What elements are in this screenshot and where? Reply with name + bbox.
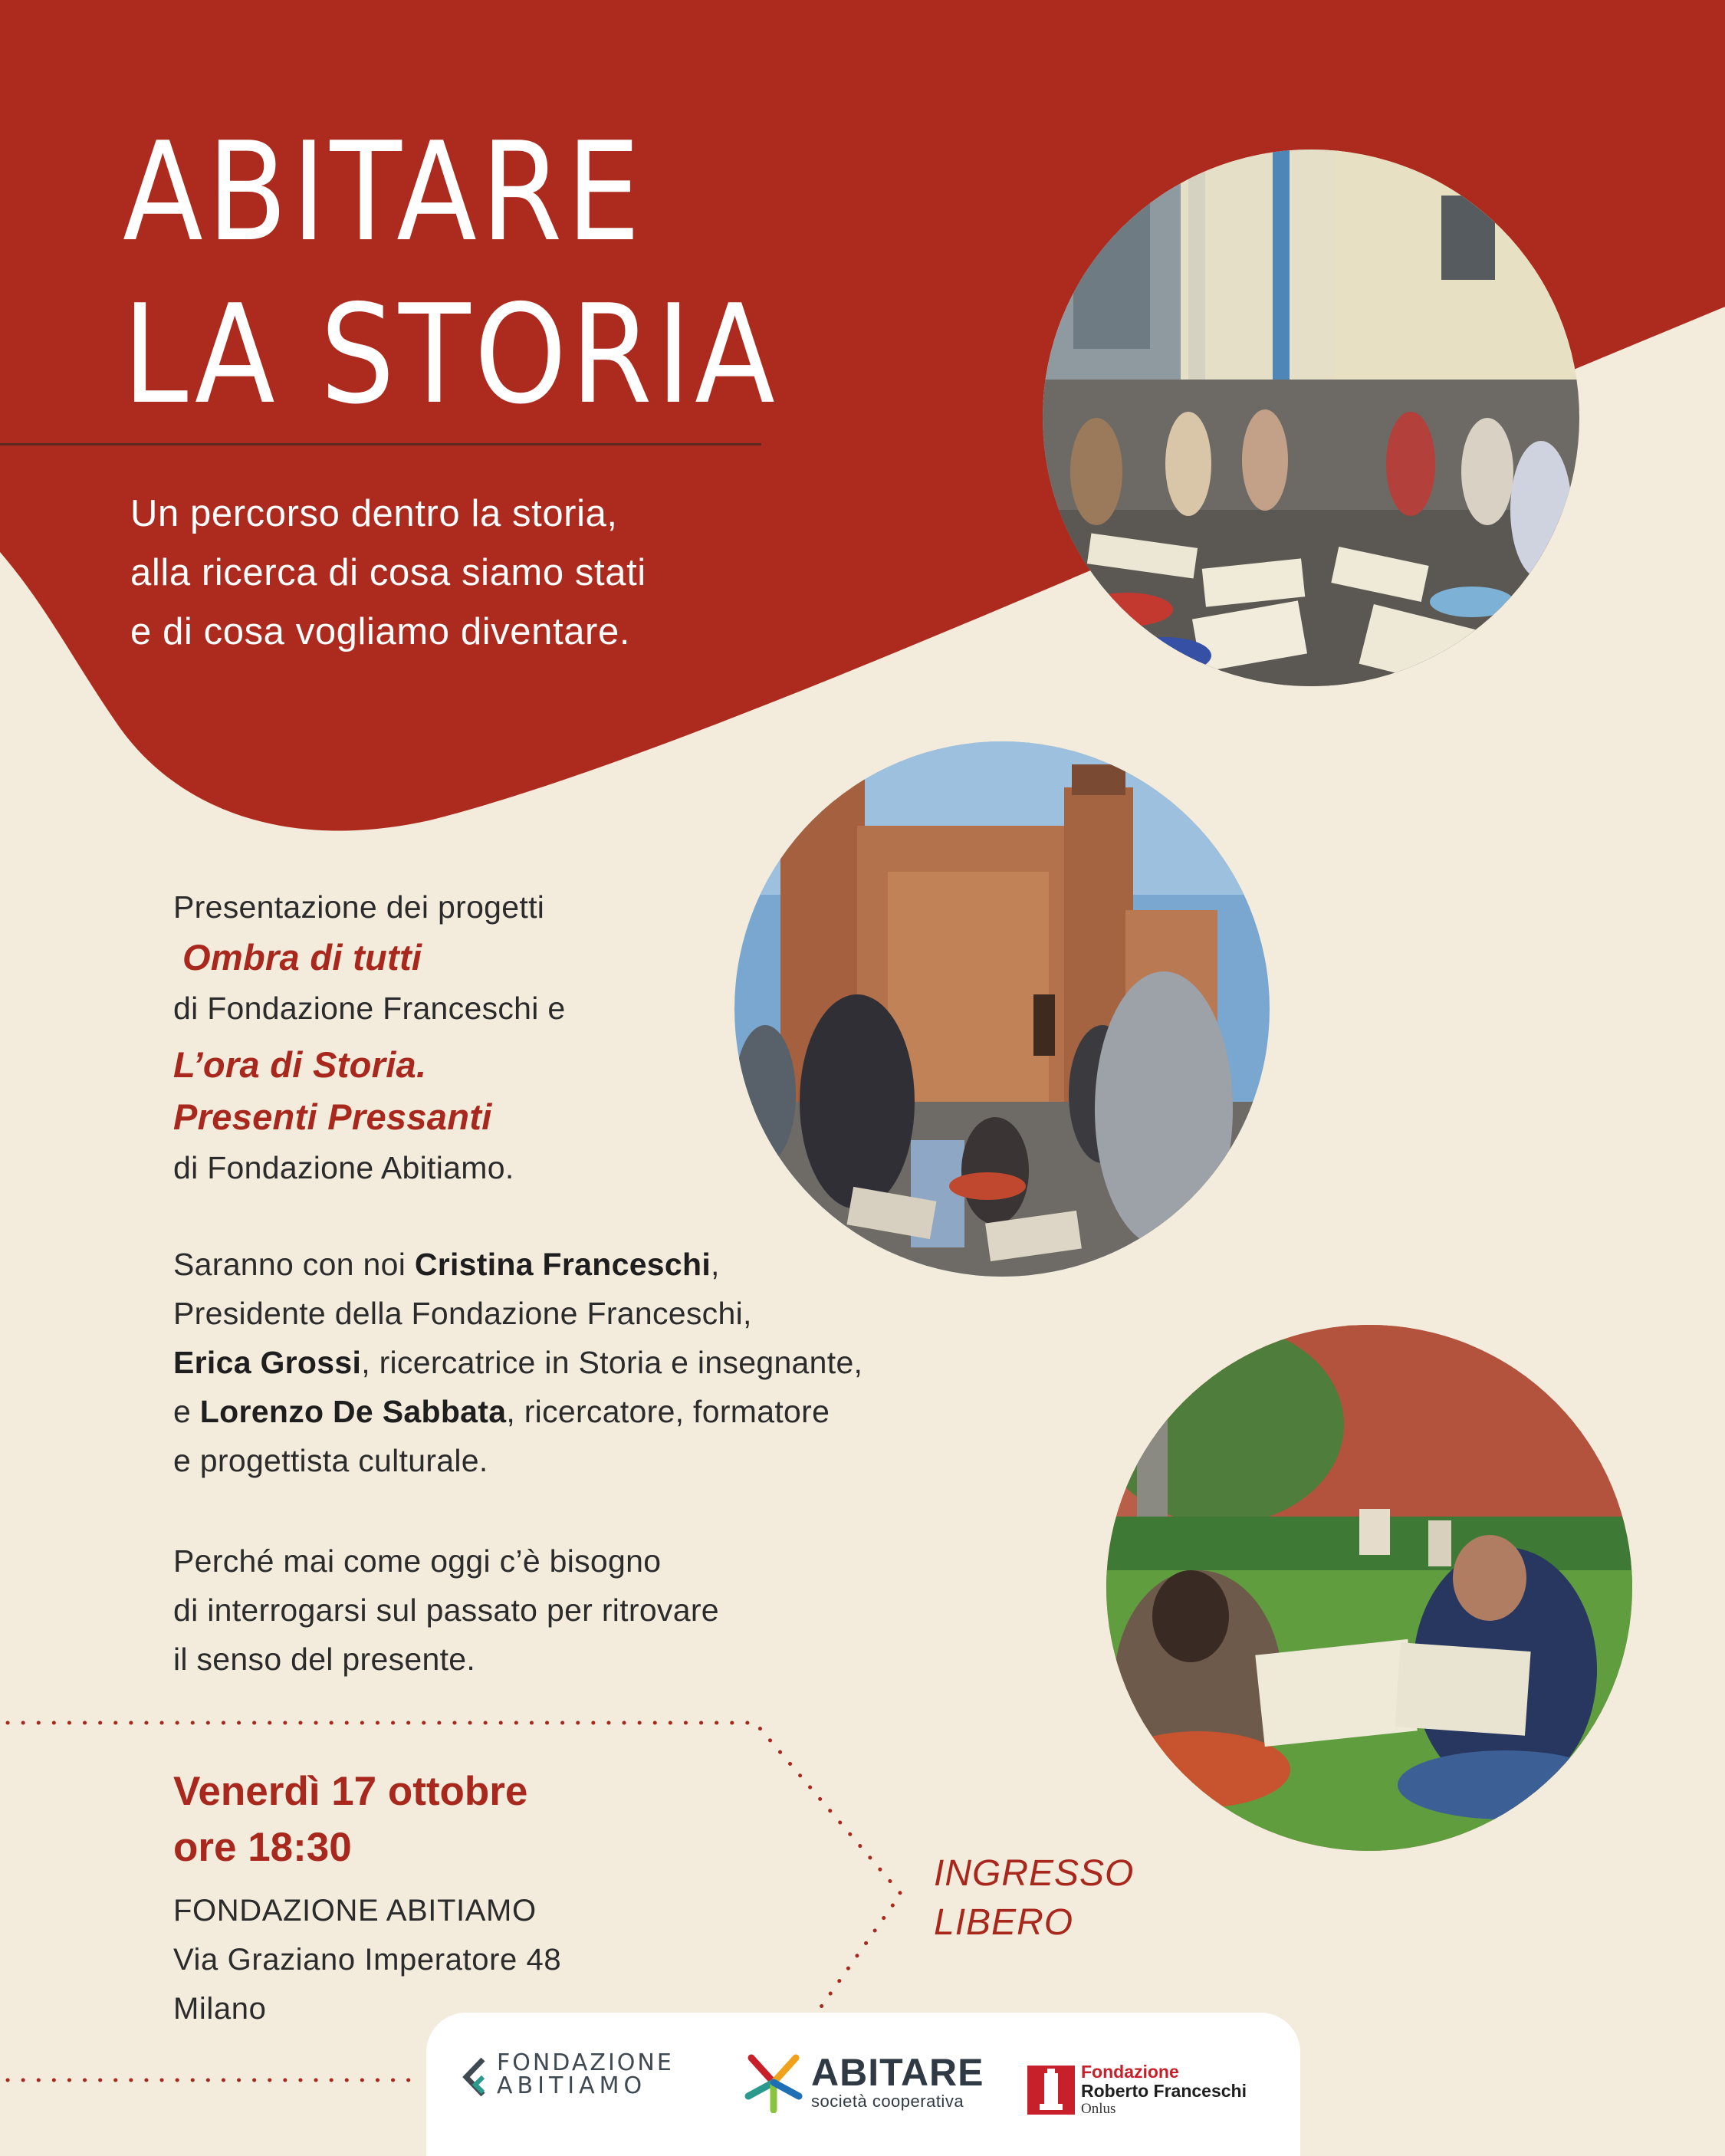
title-line-1: ABITARE bbox=[123, 113, 645, 271]
abitare-star-icon bbox=[742, 2052, 805, 2113]
closing-block bbox=[173, 1536, 719, 1684]
speakers-line-2: Presidente della Fondazione Franceschi, bbox=[173, 1296, 752, 1331]
project-2-org: di Fondazione Abitiamo. bbox=[173, 1150, 514, 1185]
speakers-line-1: Saranno con noi Cristina Franceschi, bbox=[173, 1247, 720, 1282]
free-entry-note bbox=[934, 1849, 1134, 1947]
event-venue bbox=[173, 1886, 561, 2033]
logo-abitare-cooperativa bbox=[742, 2051, 984, 2113]
project-2-title-line-1: L’ora di Storia. bbox=[173, 1044, 427, 1085]
speakers-line-3: Erica Grossi, ricercatrice in Storia e insegnante, bbox=[173, 1345, 863, 1380]
title-line-2: LA STORIA bbox=[123, 275, 780, 434]
photo-workshop-courtyard bbox=[1043, 150, 1579, 686]
poster-title bbox=[123, 111, 779, 436]
project-1-org: di Fondazione Franceschi e bbox=[173, 991, 566, 1026]
abitiamo-chevron-icon bbox=[460, 2055, 491, 2099]
franceschi-line-3: Onlus bbox=[1081, 2101, 1116, 2117]
closing-line-2: di interrogarsi sul passato per ritrovare bbox=[173, 1592, 719, 1628]
projects-block bbox=[173, 882, 565, 1192]
venue-address: Via Graziano Imperatore 48 bbox=[173, 1943, 562, 1977]
free-entry-line-2: LIBERO bbox=[934, 1902, 1074, 1943]
event-date: Venerdì 17 ottobre bbox=[173, 1769, 528, 1814]
subtitle-line-2: alla ricerca di cosa siamo stati bbox=[130, 552, 646, 593]
closing-line-3: il senso del presente. bbox=[173, 1642, 476, 1677]
photo-park-lawn bbox=[1106, 1325, 1632, 1851]
subtitle-line-3: e di cosa vogliamo diventare. bbox=[130, 611, 631, 652]
speakers-line-4: e Lorenzo De Sabbata, ricercatore, formatore bbox=[173, 1394, 830, 1429]
abitare-subtitle: società cooperativa bbox=[811, 2092, 964, 2111]
abitare-name: ABITARE bbox=[811, 2051, 984, 2094]
abitiamo-line-1: FONDAZIONE bbox=[497, 2049, 674, 2076]
subtitle-line-1: Un percorso dentro la storia, bbox=[130, 493, 618, 534]
project-2-title-line-2: Presenti Pressanti bbox=[173, 1096, 492, 1137]
logo-fondazione-abitiamo bbox=[460, 2049, 690, 2099]
speaker-cristina-franceschi: Cristina Franceschi bbox=[414, 1247, 711, 1282]
franceschi-line-2: Roberto Franceschi bbox=[1081, 2081, 1247, 2101]
closing-line-1: Perché mai come oggi c’è bisogno bbox=[173, 1543, 662, 1579]
venue-name: FONDAZIONE ABITIAMO bbox=[173, 1894, 537, 1928]
projects-intro: Presentazione dei progetti bbox=[173, 889, 545, 925]
logo-fondazione-franceschi bbox=[1027, 2062, 1257, 2120]
speaker-erica-grossi: Erica Grossi bbox=[173, 1345, 362, 1380]
title-divider bbox=[0, 443, 761, 445]
speakers-line-5: e progettista culturale. bbox=[173, 1443, 488, 1478]
photo-castle-square bbox=[734, 741, 1270, 1277]
speaker-lorenzo-de-sabbata: Lorenzo De Sabbata bbox=[199, 1394, 507, 1429]
event-datetime bbox=[173, 1763, 527, 1875]
free-entry-line-1: INGRESSO bbox=[934, 1853, 1135, 1894]
abitiamo-line-2: ABITIAMO bbox=[497, 2072, 647, 2099]
franceschi-line-1: Fondazione bbox=[1081, 2062, 1179, 2082]
venue-city: Milano bbox=[173, 1992, 267, 2026]
project-1-title: Ombra di tutti bbox=[182, 937, 422, 978]
franceschi-emblem-icon bbox=[1027, 2066, 1075, 2115]
speakers-block bbox=[173, 1240, 863, 1485]
subtitle bbox=[130, 485, 646, 662]
event-time: ore 18:30 bbox=[173, 1825, 352, 1870]
